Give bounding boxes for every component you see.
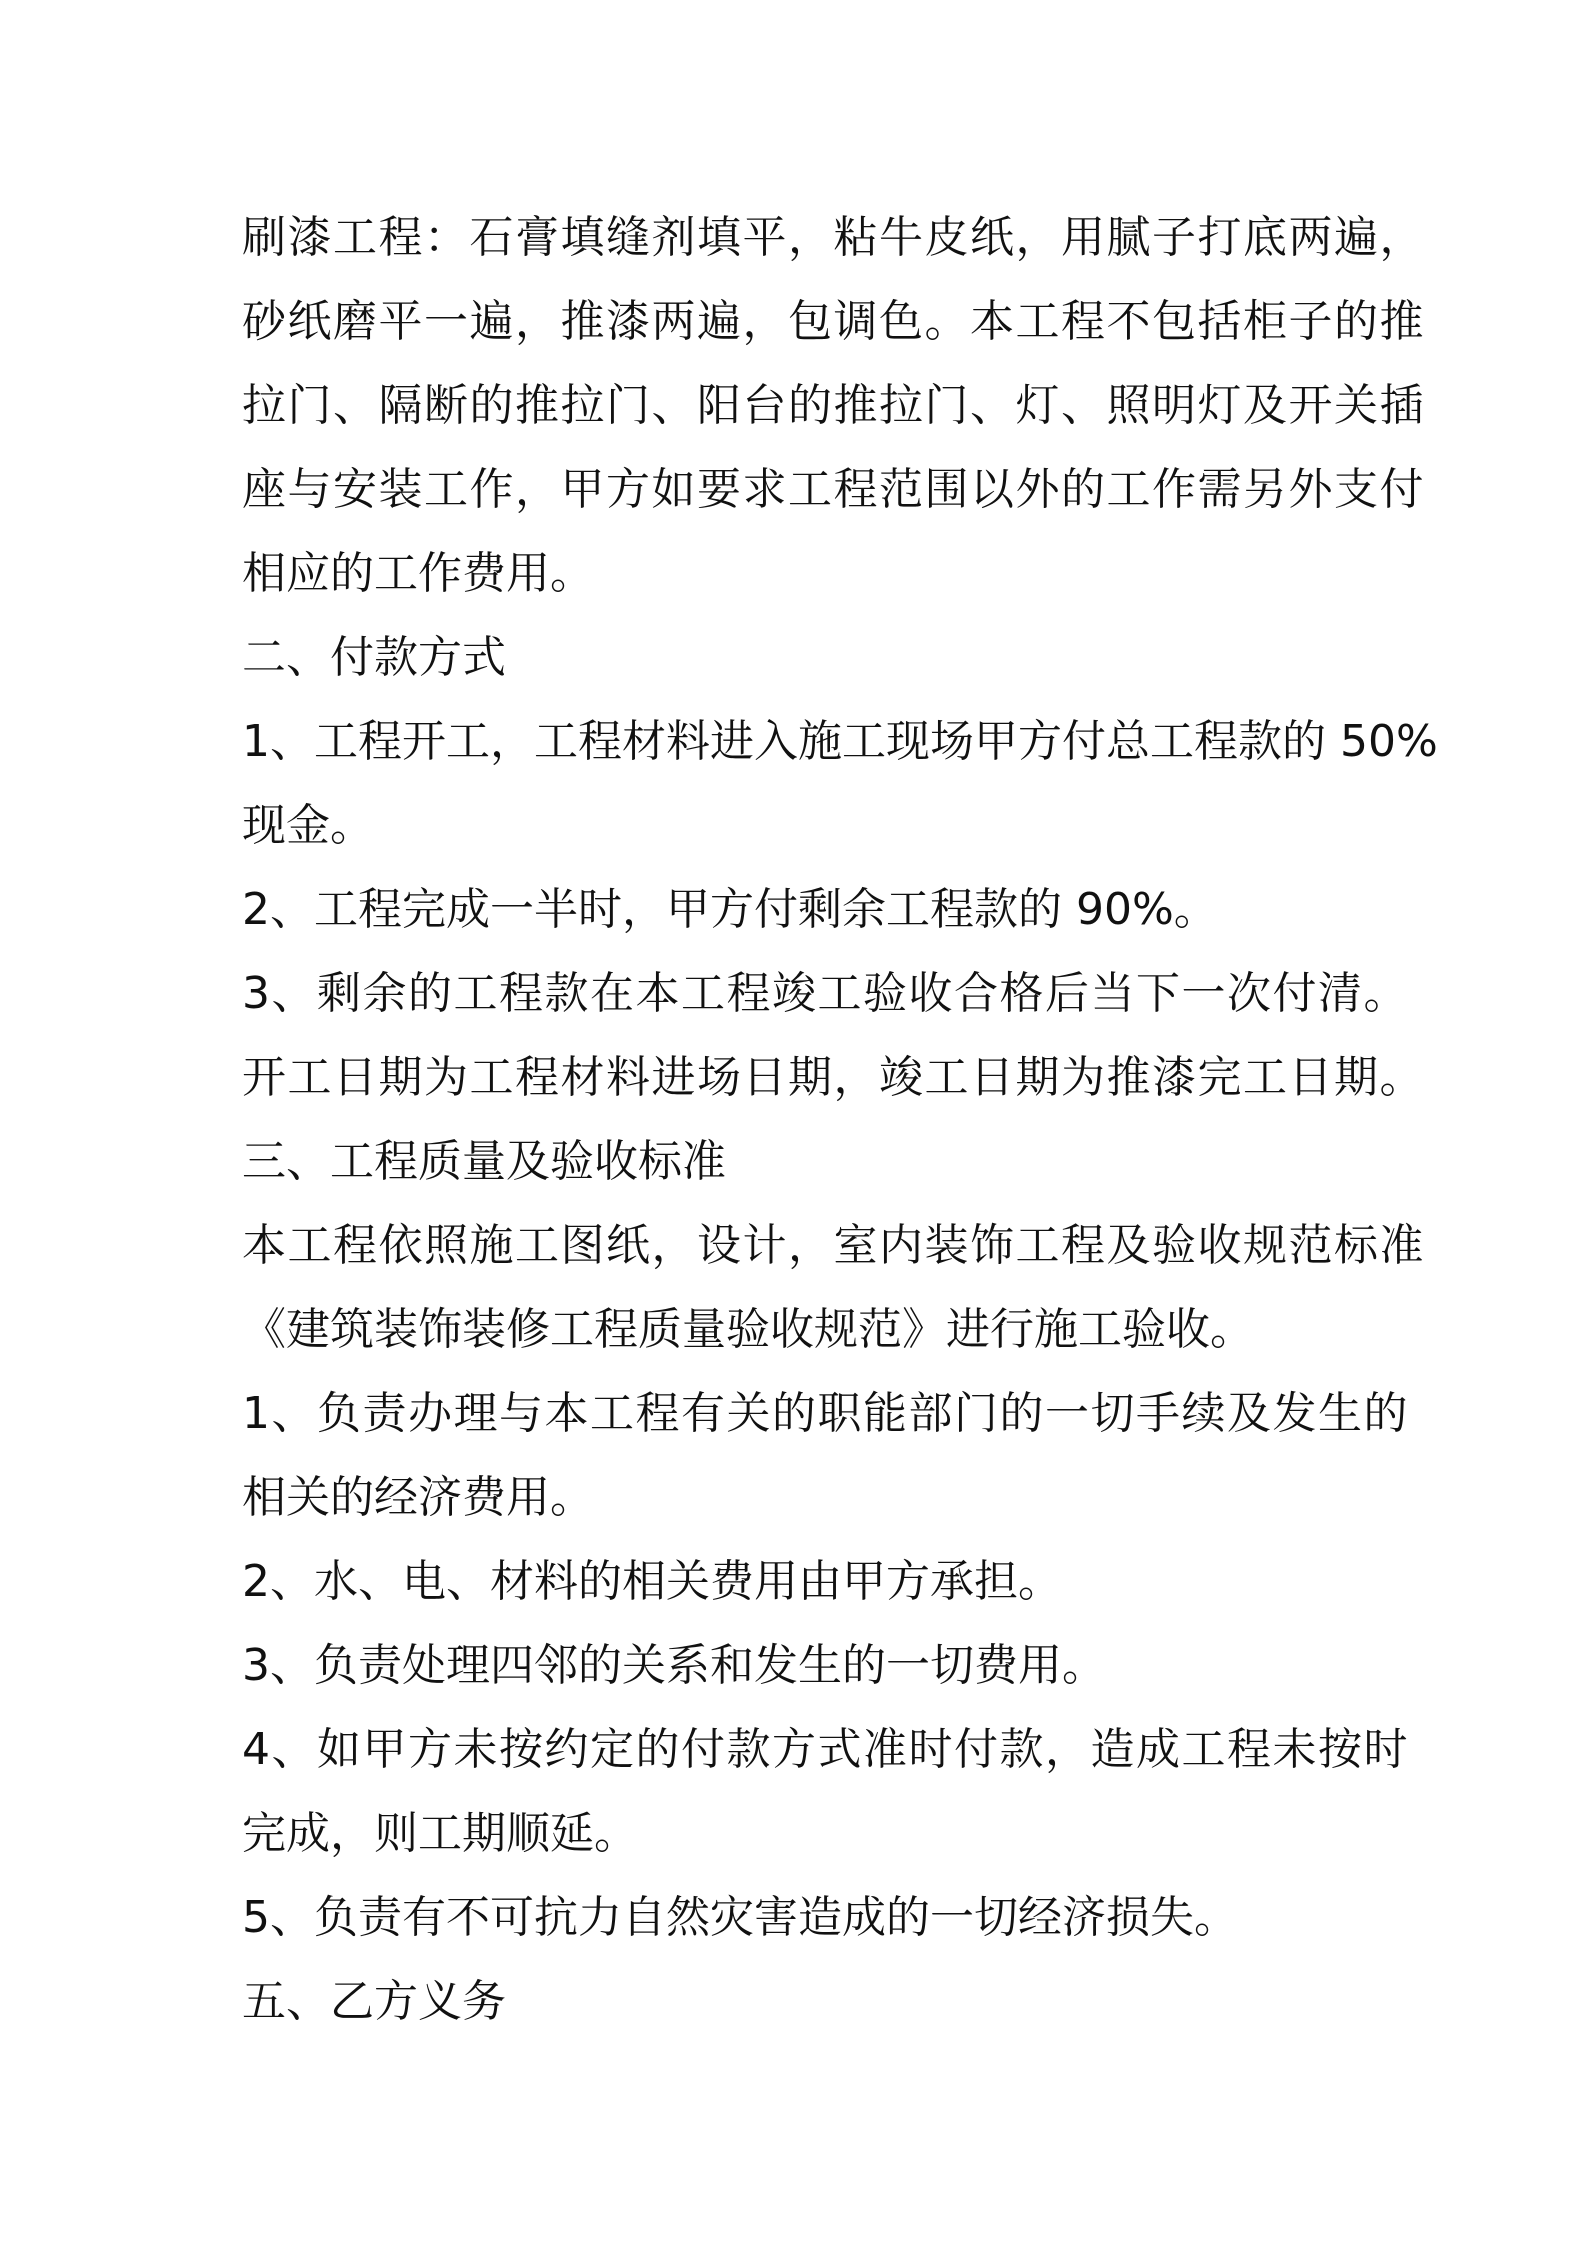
list-item: 4、如甲方未按约定的付款方式准时付款，造成工程未按时 [242,1724,1409,1775]
list-item-continuation: 现金。 [242,800,374,851]
list-item: 1、负责办理与本工程有关的职能部门的一切手续及发生的 [242,1388,1409,1439]
list-item: 3、剩余的工程款在本工程竣工验收合格后当下一次付清。 [242,968,1409,1019]
list-item-continuation: 相关的经济费用。 [242,1472,594,1523]
list-item: 2、工程完成一半时，甲方付剩余工程款的 90%。 [242,884,1218,935]
list-item-continuation: 完成，则工期顺延。 [242,1808,638,1859]
list-item: 3、负责处理四邻的关系和发生的一切费用。 [242,1640,1106,1691]
list-item: 5、负责有不可抗力自然灾害造成的一切经济损失。 [242,1892,1238,1943]
list-item: 1、工程开工，工程材料进入施工现场甲方付总工程款的 50% [242,716,1438,767]
paragraph-line: 拉门、隔断的推拉门、阳台的推拉门、灯、照明灯及开关插 [242,380,1425,431]
document-body [242,196,1438,2044]
paragraph-line: 座与安装工作，甲方如要求工程范围以外的工作需另外支付 [242,464,1425,515]
paragraph-line: 相应的工作费用。 [242,548,594,599]
paragraph-line: 本工程依照施工图纸，设计，室内装饰工程及验收规范标准 [242,1220,1425,1271]
paragraph-line: 开工日期为工程材料进场日期，竣工日期为推漆完工日期。 [242,1052,1425,1103]
paragraph-line: 刷漆工程：石膏填缝剂填平，粘牛皮纸，用腻子打底两遍， [242,212,1425,263]
paragraph-line: 砂纸磨平一遍，推漆两遍，包调色。本工程不包括柜子的推 [242,296,1425,347]
section-heading: 二、付款方式 [242,632,506,683]
list-item: 2、水、电、材料的相关费用由甲方承担。 [242,1556,1062,1607]
section-heading: 五、乙方义务 [242,1976,506,2027]
paragraph-line: 《建筑装饰装修工程质量验收规范》进行施工验收。 [242,1304,1254,1355]
section-heading: 三、工程质量及验收标准 [242,1136,726,1187]
